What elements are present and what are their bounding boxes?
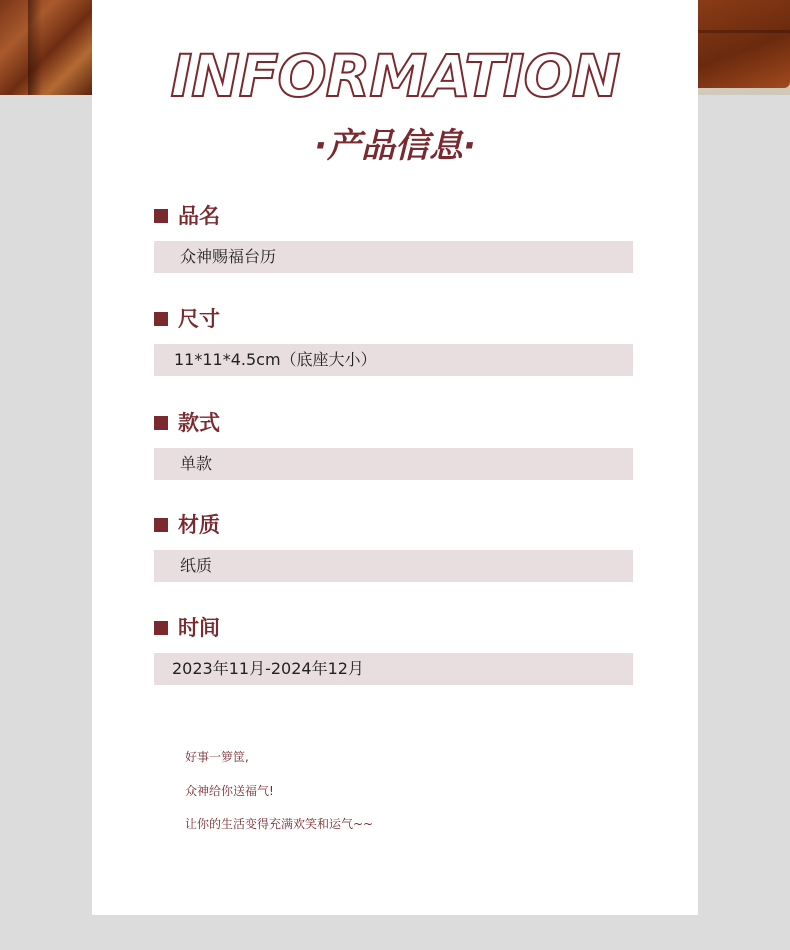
section-time	[154, 613, 633, 685]
section-value: 11*11*4.5cm（底座大小）	[154, 344, 633, 376]
section-name	[154, 201, 633, 273]
section-label: 品名	[178, 204, 220, 228]
footer-line: 众神给你送福气!	[185, 784, 274, 798]
section-style	[154, 408, 633, 480]
section-label: 材质	[178, 513, 220, 537]
title-chinese: ·产品信息·	[314, 126, 476, 166]
footer-line: 好事一箩筐,	[185, 750, 249, 764]
section-label: 款式	[178, 411, 220, 435]
footer-line: 让你的生活变得充满欢笑和运气~~	[185, 817, 374, 831]
product-photo-left	[0, 0, 92, 95]
section-value: 2023年11月-2024年12月	[154, 653, 633, 685]
section-value: 单款	[154, 448, 633, 480]
section-size	[154, 304, 633, 376]
title-english: INFORMATION	[170, 42, 620, 110]
section-value: 纸质	[154, 550, 633, 582]
section-label: 时间	[178, 616, 220, 640]
square-bullet-icon	[154, 209, 168, 223]
square-bullet-icon	[154, 518, 168, 532]
product-photo-right	[698, 0, 790, 95]
square-bullet-icon	[154, 416, 168, 430]
info-card	[92, 0, 698, 915]
square-bullet-icon	[154, 312, 168, 326]
square-bullet-icon	[154, 621, 168, 635]
section-label: 尺寸	[178, 307, 220, 331]
section-material	[154, 510, 633, 582]
section-value: 众神赐福台历	[154, 241, 633, 273]
